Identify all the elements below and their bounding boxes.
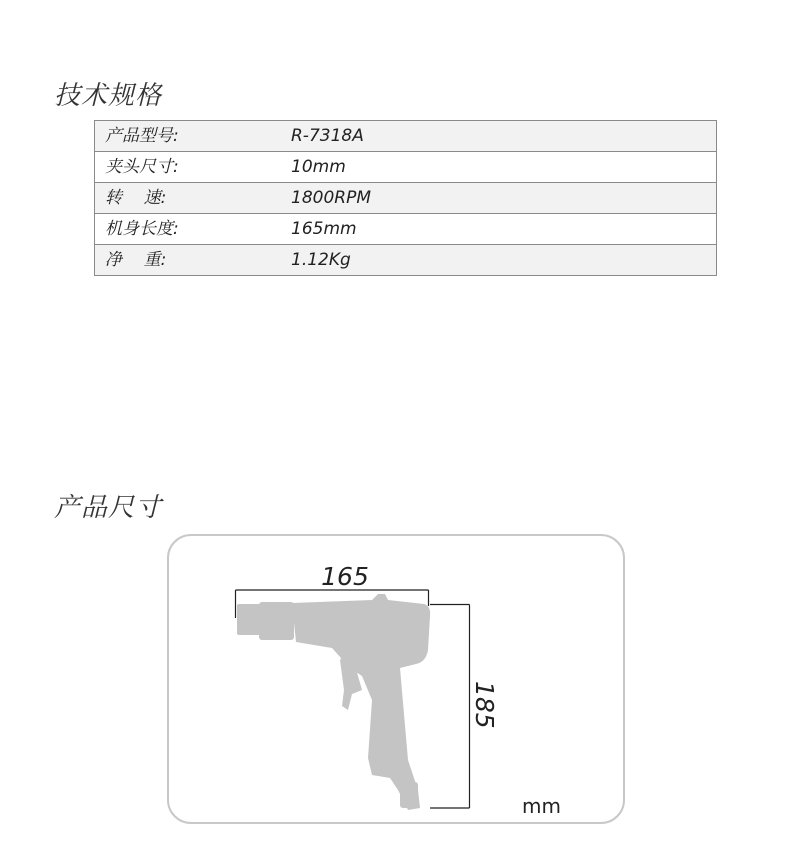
spec-label: 净 重: [105,250,167,270]
spec-label: 夹头尺寸: [105,157,179,177]
dimension-section-title: 产品尺寸 [54,493,163,523]
spec-label: 机身长度: [105,219,179,239]
unit-label: mm [522,794,561,818]
height-dimension-label: 185 [470,681,499,729]
spec-value: 165mm [291,219,357,239]
height-dimension-line [430,605,470,809]
spec-section-title: 技术规格 [54,81,163,111]
spec-value: R-7318A [291,126,364,146]
spec-label: 产品型号: [105,126,179,146]
spec-value: 10mm [291,157,346,177]
spec-value: 1800RPM [291,188,371,208]
width-dimension-label: 165 [321,562,369,591]
impact-wrench-silhouette-icon [237,594,430,810]
spec-value: 1.12Kg [291,250,351,270]
spec-label: 转 速: [105,188,167,208]
